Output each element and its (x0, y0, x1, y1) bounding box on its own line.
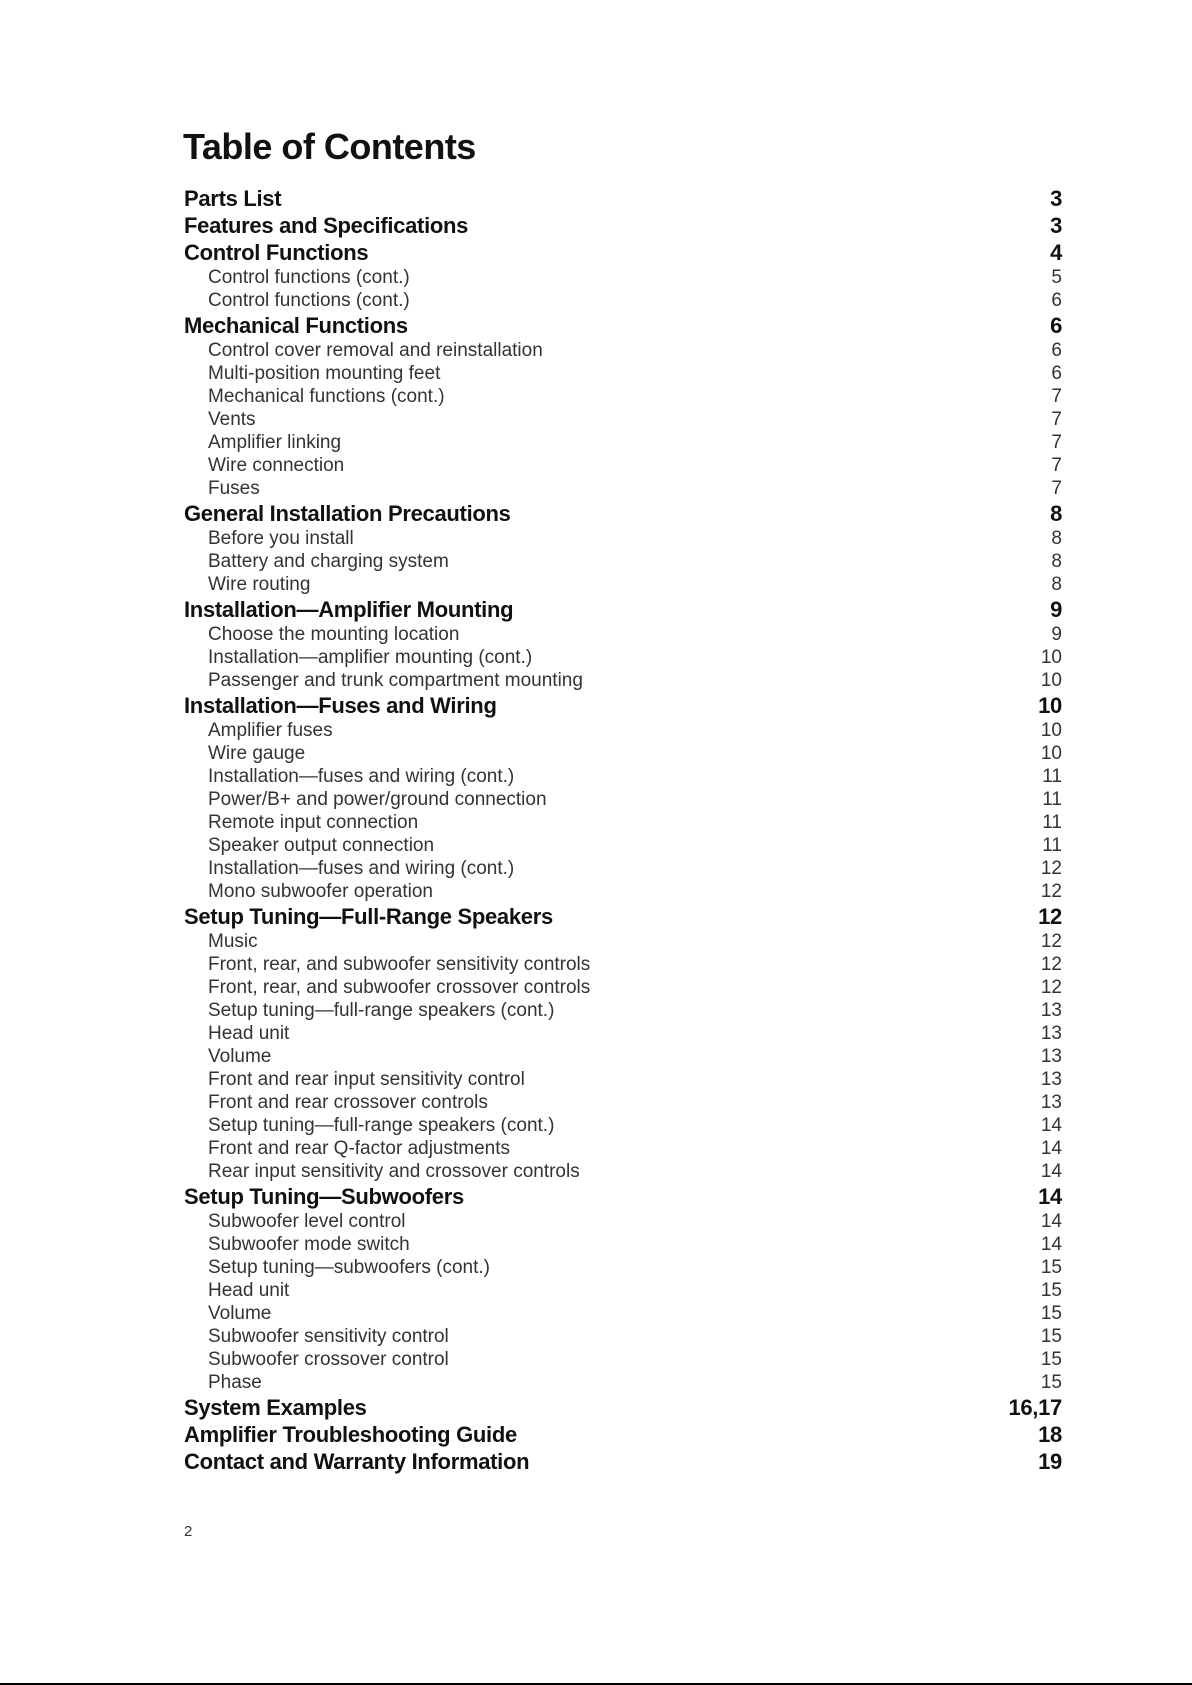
entry-title: Subwoofer sensitivity control (208, 1325, 449, 1347)
entry-title: Music (208, 930, 258, 952)
entry-title: Control functions (cont.) (208, 289, 410, 311)
entry-page: 11 (1042, 811, 1062, 833)
toc-subsection[interactable] (184, 623, 1062, 646)
toc-subsection[interactable] (184, 1045, 1062, 1068)
entry-title: Installation—Fuses and Wiring (184, 692, 497, 718)
toc-subsection[interactable] (184, 999, 1062, 1022)
entry-title: Rear input sensitivity and crossover controls (208, 1160, 580, 1182)
entry-title: Control functions (cont.) (208, 266, 410, 288)
entry-title: Amplifier Troubleshooting Guide (184, 1421, 517, 1447)
entry-page: 14 (1038, 1183, 1062, 1209)
entry-title: General Installation Precautions (184, 500, 511, 526)
toc-subsection[interactable] (184, 1256, 1062, 1279)
toc-subsection[interactable] (184, 669, 1062, 692)
entry-page: 10 (1040, 669, 1062, 691)
entry-page: 14 (1040, 1114, 1062, 1136)
entry-title: Front and rear input sensitivity control (208, 1068, 525, 1090)
entry-page: 8 (1051, 573, 1062, 595)
toc-subsection[interactable] (184, 431, 1062, 454)
entry-title: Power/B+ and power/ground connection (208, 788, 547, 810)
entry-page: 8 (1051, 527, 1062, 549)
toc-subsection[interactable] (184, 976, 1062, 999)
entry-page: 15 (1040, 1302, 1062, 1324)
entry-title: Installation—Amplifier Mounting (184, 596, 514, 622)
entry-page: 15 (1040, 1279, 1062, 1301)
entry-title: Setup tuning—subwoofers (cont.) (208, 1256, 490, 1278)
entry-title: Phase (208, 1371, 262, 1393)
toc-subsection[interactable] (184, 1160, 1062, 1183)
toc-section[interactable] (184, 500, 1062, 527)
entry-page: 13 (1040, 999, 1062, 1021)
toc-subsection[interactable] (184, 788, 1062, 811)
entry-title: Front and rear crossover controls (208, 1091, 488, 1113)
entry-title: Installation—fuses and wiring (cont.) (208, 857, 515, 879)
toc-subsection[interactable] (184, 339, 1062, 362)
entry-page: 13 (1040, 1045, 1062, 1067)
toc-subsection[interactable] (184, 385, 1062, 408)
entry-page: 12 (1040, 976, 1062, 998)
entry-title: Subwoofer level control (208, 1210, 406, 1232)
entry-page: 7 (1051, 477, 1062, 499)
entry-title: Setup Tuning—Full-Range Speakers (184, 903, 553, 929)
toc-subsection[interactable] (184, 1233, 1062, 1256)
toc-subsection[interactable] (184, 1068, 1062, 1091)
toc-subsection[interactable] (184, 742, 1062, 765)
entry-title: Wire gauge (208, 742, 306, 764)
table-of-contents (184, 185, 1062, 1475)
entry-page: 6 (1051, 289, 1062, 311)
entry-title: Setup Tuning—Subwoofers (184, 1183, 464, 1209)
entry-page: 6 (1051, 362, 1062, 384)
toc-subsection[interactable] (184, 646, 1062, 669)
toc-subsection[interactable] (184, 573, 1062, 596)
entry-title: Wire connection (208, 454, 345, 476)
entry-title: Multi-position mounting feet (208, 362, 441, 384)
toc-subsection[interactable] (184, 811, 1062, 834)
toc-subsection[interactable] (184, 266, 1062, 289)
entry-page: 14 (1040, 1137, 1062, 1159)
entry-title: Control cover removal and reinstallation (208, 339, 543, 361)
entry-page: 19 (1038, 1448, 1062, 1474)
toc-subsection[interactable] (184, 1022, 1062, 1045)
entry-page: 12 (1040, 953, 1062, 975)
entry-page: 10 (1040, 646, 1062, 668)
entry-page: 15 (1040, 1348, 1062, 1370)
entry-title: Fuses (208, 477, 260, 499)
toc-subsection[interactable] (184, 289, 1062, 312)
toc-subsection[interactable] (184, 477, 1062, 500)
toc-subsection[interactable] (184, 1371, 1062, 1394)
toc-subsection[interactable] (184, 1279, 1062, 1302)
entry-title: Head unit (208, 1022, 290, 1044)
entry-title: Head unit (208, 1279, 290, 1301)
entry-title: Subwoofer mode switch (208, 1233, 410, 1255)
entry-page: 9 (1050, 596, 1062, 622)
entry-page: 15 (1040, 1325, 1062, 1347)
entry-title: Wire routing (208, 573, 311, 595)
toc-subsection[interactable] (184, 880, 1062, 903)
entry-page: 13 (1040, 1022, 1062, 1044)
entry-title: Setup tuning—full-range speakers (cont.) (208, 999, 555, 1021)
entry-title: Subwoofer crossover control (208, 1348, 449, 1370)
entry-page: 12 (1040, 857, 1062, 879)
entry-title: Contact and Warranty Information (184, 1448, 530, 1474)
toc-section[interactable] (184, 185, 1062, 212)
toc-subsection[interactable] (184, 1091, 1062, 1114)
entry-page: 4 (1050, 239, 1062, 265)
entry-page: 12 (1040, 880, 1062, 902)
toc-subsection[interactable] (184, 1302, 1062, 1325)
entry-title: Amplifier fuses (208, 719, 333, 741)
toc-subsection[interactable] (184, 527, 1062, 550)
entry-title: Amplifier linking (208, 431, 342, 453)
toc-subsection[interactable] (184, 1348, 1062, 1371)
toc-subsection[interactable] (184, 930, 1062, 953)
toc-section[interactable] (184, 1421, 1062, 1448)
entry-page: 8 (1051, 550, 1062, 572)
toc-section[interactable] (184, 1394, 1062, 1421)
entry-page: 14 (1040, 1210, 1062, 1232)
entry-page: 10 (1040, 742, 1062, 764)
toc-section[interactable] (184, 596, 1062, 623)
toc-subsection[interactable] (184, 550, 1062, 573)
entry-page: 8 (1050, 500, 1062, 526)
toc-subsection[interactable] (184, 953, 1062, 976)
entry-page: 10 (1038, 692, 1062, 718)
entry-page: 13 (1040, 1091, 1062, 1113)
entry-page: 5 (1051, 266, 1062, 288)
entry-page: 12 (1040, 930, 1062, 952)
entry-title: Front, rear, and subwoofer crossover controls (208, 976, 591, 998)
toc-subsection[interactable] (184, 719, 1062, 742)
entry-title: Choose the mounting location (208, 623, 460, 645)
toc-subsection[interactable] (184, 834, 1062, 857)
toc-section[interactable] (184, 212, 1062, 239)
entry-page: 3 (1050, 212, 1062, 238)
entry-title: Mono subwoofer operation (208, 880, 433, 902)
entry-page: 3 (1050, 185, 1062, 211)
entry-title: Passenger and trunk compartment mounting (208, 669, 583, 691)
entry-page: 7 (1051, 454, 1062, 476)
entry-page: 11 (1042, 788, 1062, 810)
entry-title: Mechanical functions (cont.) (208, 385, 445, 407)
entry-title: Speaker output connection (208, 834, 435, 856)
entry-page: 7 (1051, 431, 1062, 453)
entry-title: Vents (208, 408, 256, 430)
entry-page: 7 (1051, 385, 1062, 407)
entry-title: Setup tuning—full-range speakers (cont.) (208, 1114, 555, 1136)
toc-subsection[interactable] (184, 1137, 1062, 1160)
entry-title: Parts List (184, 185, 282, 211)
entry-page: 11 (1042, 765, 1062, 787)
entry-title: Front and rear Q-factor adjustments (208, 1137, 511, 1159)
entry-page: 6 (1050, 312, 1062, 338)
entry-page: 9 (1051, 623, 1062, 645)
entry-title: Installation—fuses and wiring (cont.) (208, 765, 515, 787)
page-number: 2 (184, 1523, 193, 1540)
toc-subsection[interactable] (184, 454, 1062, 477)
toc-subsection[interactable] (184, 857, 1062, 880)
entry-title: Control Functions (184, 239, 369, 265)
toc-subsection[interactable] (184, 765, 1062, 788)
entry-page: 10 (1040, 719, 1062, 741)
entry-page: 6 (1051, 339, 1062, 361)
entry-title: Battery and charging system (208, 550, 449, 572)
toc-subsection[interactable] (184, 1210, 1062, 1233)
entry-page: 12 (1038, 903, 1062, 929)
entry-page: 15 (1040, 1371, 1062, 1393)
entry-title: Volume (208, 1302, 272, 1324)
toc-subsection[interactable] (184, 1325, 1062, 1348)
toc-subsection[interactable] (184, 362, 1062, 385)
entry-title: Volume (208, 1045, 272, 1067)
entry-page: 18 (1038, 1421, 1062, 1447)
entry-title: Mechanical Functions (184, 312, 408, 338)
toc-section[interactable] (184, 239, 1062, 266)
toc-section[interactable] (184, 1448, 1062, 1475)
toc-section[interactable] (184, 312, 1062, 339)
entry-page: 7 (1051, 408, 1062, 430)
page-title: Table of Contents (183, 126, 476, 167)
entry-title: Front, rear, and subwoofer sensitivity controls (208, 953, 591, 975)
toc-section[interactable] (184, 692, 1062, 719)
entry-page: 16,17 (1008, 1394, 1062, 1420)
entry-page: 13 (1040, 1068, 1062, 1090)
entry-title: Features and Specifications (184, 212, 469, 238)
toc-subsection[interactable] (184, 1114, 1062, 1137)
entry-title: Installation—amplifier mounting (cont.) (208, 646, 533, 668)
entry-title: Remote input connection (208, 811, 419, 833)
toc-subsection[interactable] (184, 408, 1062, 431)
entry-page: 15 (1040, 1256, 1062, 1278)
entry-page: 14 (1040, 1160, 1062, 1182)
entry-title: Before you install (208, 527, 354, 549)
toc-section[interactable] (184, 1183, 1062, 1210)
entry-page: 11 (1042, 834, 1062, 856)
toc-section[interactable] (184, 903, 1062, 930)
entry-title: System Examples (184, 1394, 367, 1420)
entry-page: 14 (1040, 1233, 1062, 1255)
